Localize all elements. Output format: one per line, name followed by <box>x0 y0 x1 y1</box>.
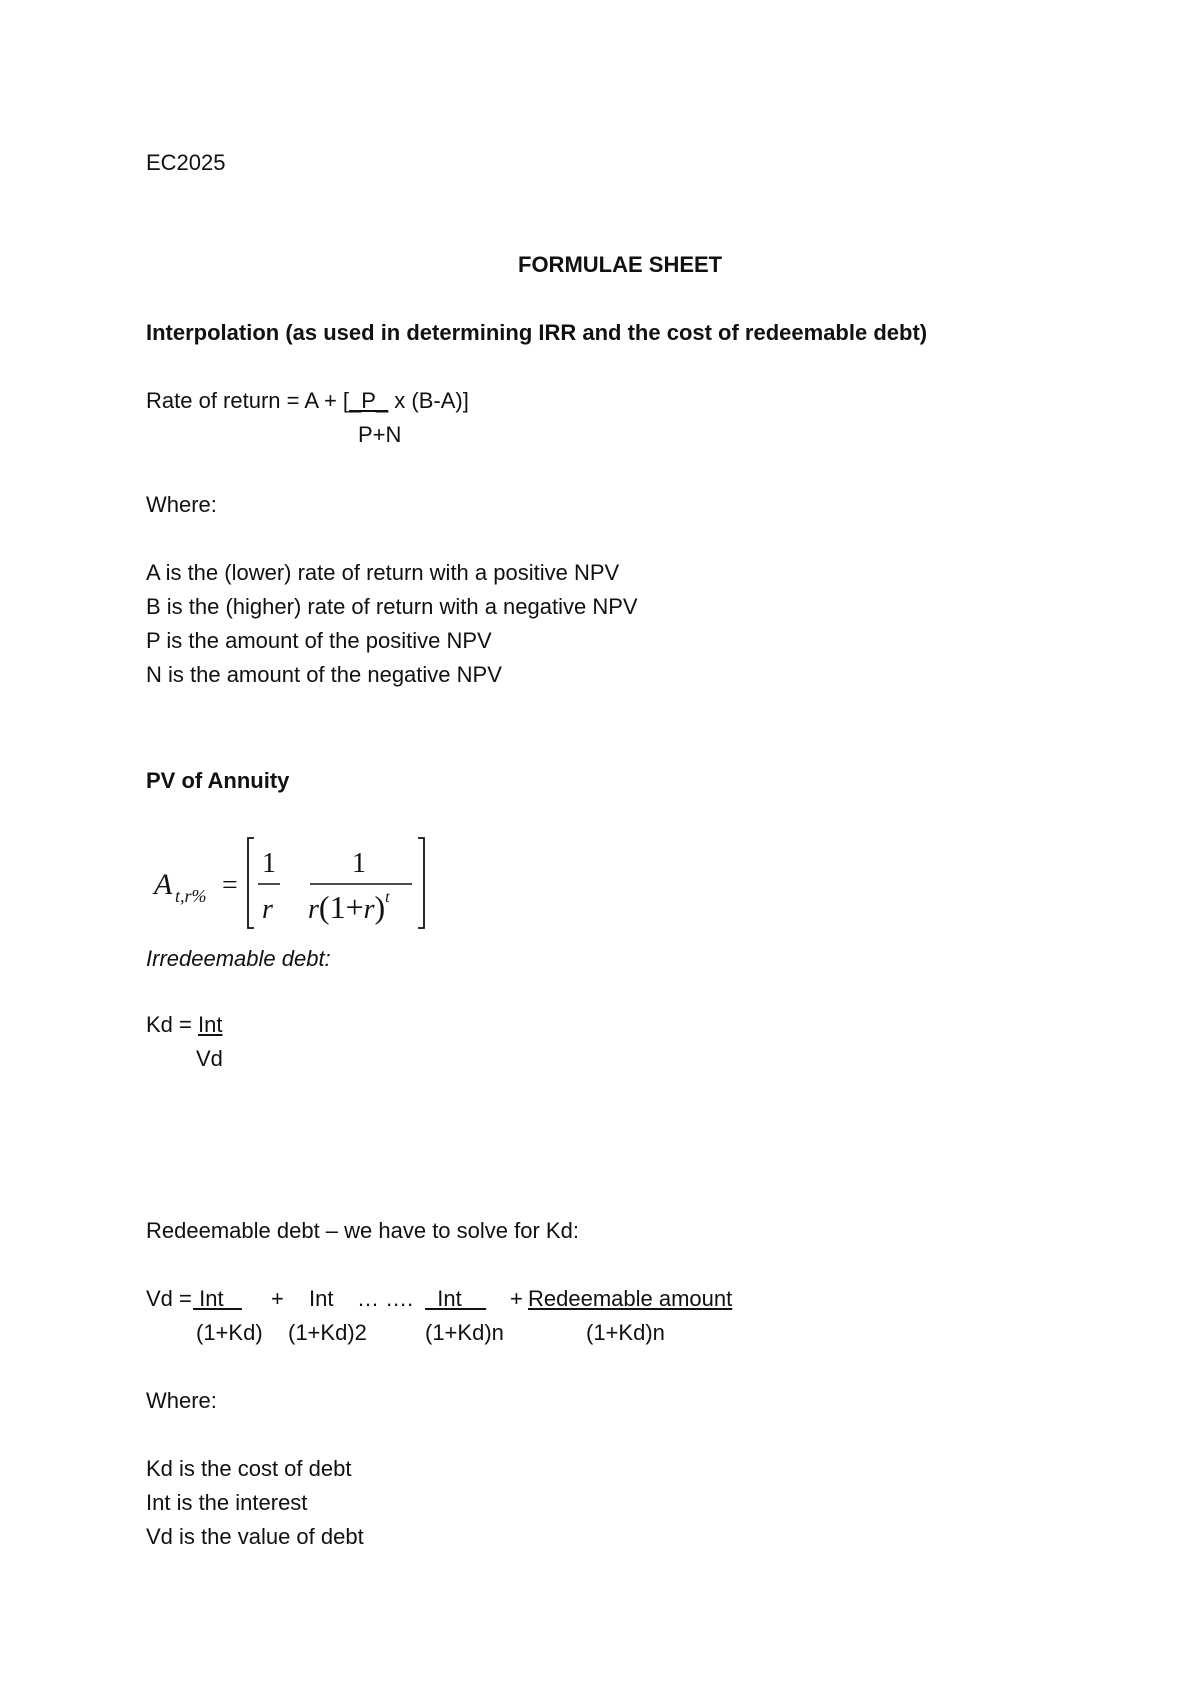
course-code: EC2025 <box>146 150 226 175</box>
term2-paren: (1+ <box>318 889 364 925</box>
annuity-equals: = <box>222 870 238 901</box>
definition-n: N is the amount of the negative NPV <box>146 662 502 687</box>
term2-denominator <box>308 889 390 925</box>
redeemable-num1: Int <box>193 1286 242 1311</box>
redeemable-den1: (1+Kd) <box>196 1320 263 1345</box>
interpolation-heading: Interpolation (as used in determining IRR and the cost of redeemable debt) <box>146 320 928 345</box>
redeemable-den2: (1+Kd)2 <box>288 1320 367 1345</box>
redeemable-den4: (1+Kd)n <box>586 1320 665 1345</box>
page-title: FORMULAE SHEET <box>518 252 723 277</box>
irredeemable-lhs: Kd = <box>146 1012 198 1037</box>
redeemable-num3: Int <box>425 1286 487 1311</box>
term2-r: r <box>308 894 319 925</box>
definition-kd: Kd is the cost of debt <box>146 1456 352 1481</box>
formula-numerator: _P_ <box>349 388 389 413</box>
definition-a: A is the (lower) rate of return with a positive NPV <box>146 560 620 585</box>
redeemable-where-label: Where: <box>146 1388 217 1413</box>
definition-vd: Vd is the value of debt <box>146 1524 364 1549</box>
right-bracket <box>418 838 424 928</box>
formula-lhs: Rate of return = A + [ <box>146 388 350 413</box>
irredeemable-denominator: Vd <box>196 1046 223 1071</box>
redeemable-plus2: + <box>510 1286 523 1311</box>
redeemable-num2: Int <box>309 1286 334 1311</box>
formula-denominator: P+N <box>358 422 402 447</box>
irredeemable-heading: Irredeemable debt: <box>146 946 331 971</box>
formula-rest: x (B-A)] <box>388 388 469 413</box>
redeemable-dots: … …. <box>357 1286 414 1311</box>
annuity-subscript: t,r% <box>175 886 207 906</box>
term1-numerator: 1 <box>262 848 276 879</box>
definition-b: B is the (higher) rate of return with a negative NPV <box>146 594 638 619</box>
annuity-formula <box>150 832 430 932</box>
redeemable-num4: Redeemable amount <box>528 1286 733 1311</box>
term1-denominator: r <box>262 894 273 925</box>
definition-int: Int is the interest <box>146 1490 308 1515</box>
redeemable-plus1: + <box>271 1286 284 1311</box>
annuity-heading: PV of Annuity <box>146 768 290 793</box>
annuity-symbol: A <box>154 868 173 901</box>
redeemable-heading: Redeemable debt – we have to solve for Kd: <box>146 1218 579 1243</box>
redeemable-lhs: Vd = <box>146 1286 198 1311</box>
irredeemable-formula <box>146 1014 222 1036</box>
definition-p: P is the amount of the positive NPV <box>146 628 492 653</box>
term2-exponent: t <box>385 889 390 906</box>
redeemable-den3: (1+Kd)n <box>425 1320 504 1345</box>
where-label: Where: <box>146 492 217 517</box>
term2-numerator: 1 <box>352 848 366 879</box>
rate-of-return-formula <box>146 390 469 412</box>
annuity-formula-svg <box>150 832 430 932</box>
irredeemable-numerator: Int <box>197 1012 223 1037</box>
left-bracket <box>248 838 254 928</box>
term2-close: ) <box>374 889 386 925</box>
term2-r-inner: r <box>363 894 375 925</box>
